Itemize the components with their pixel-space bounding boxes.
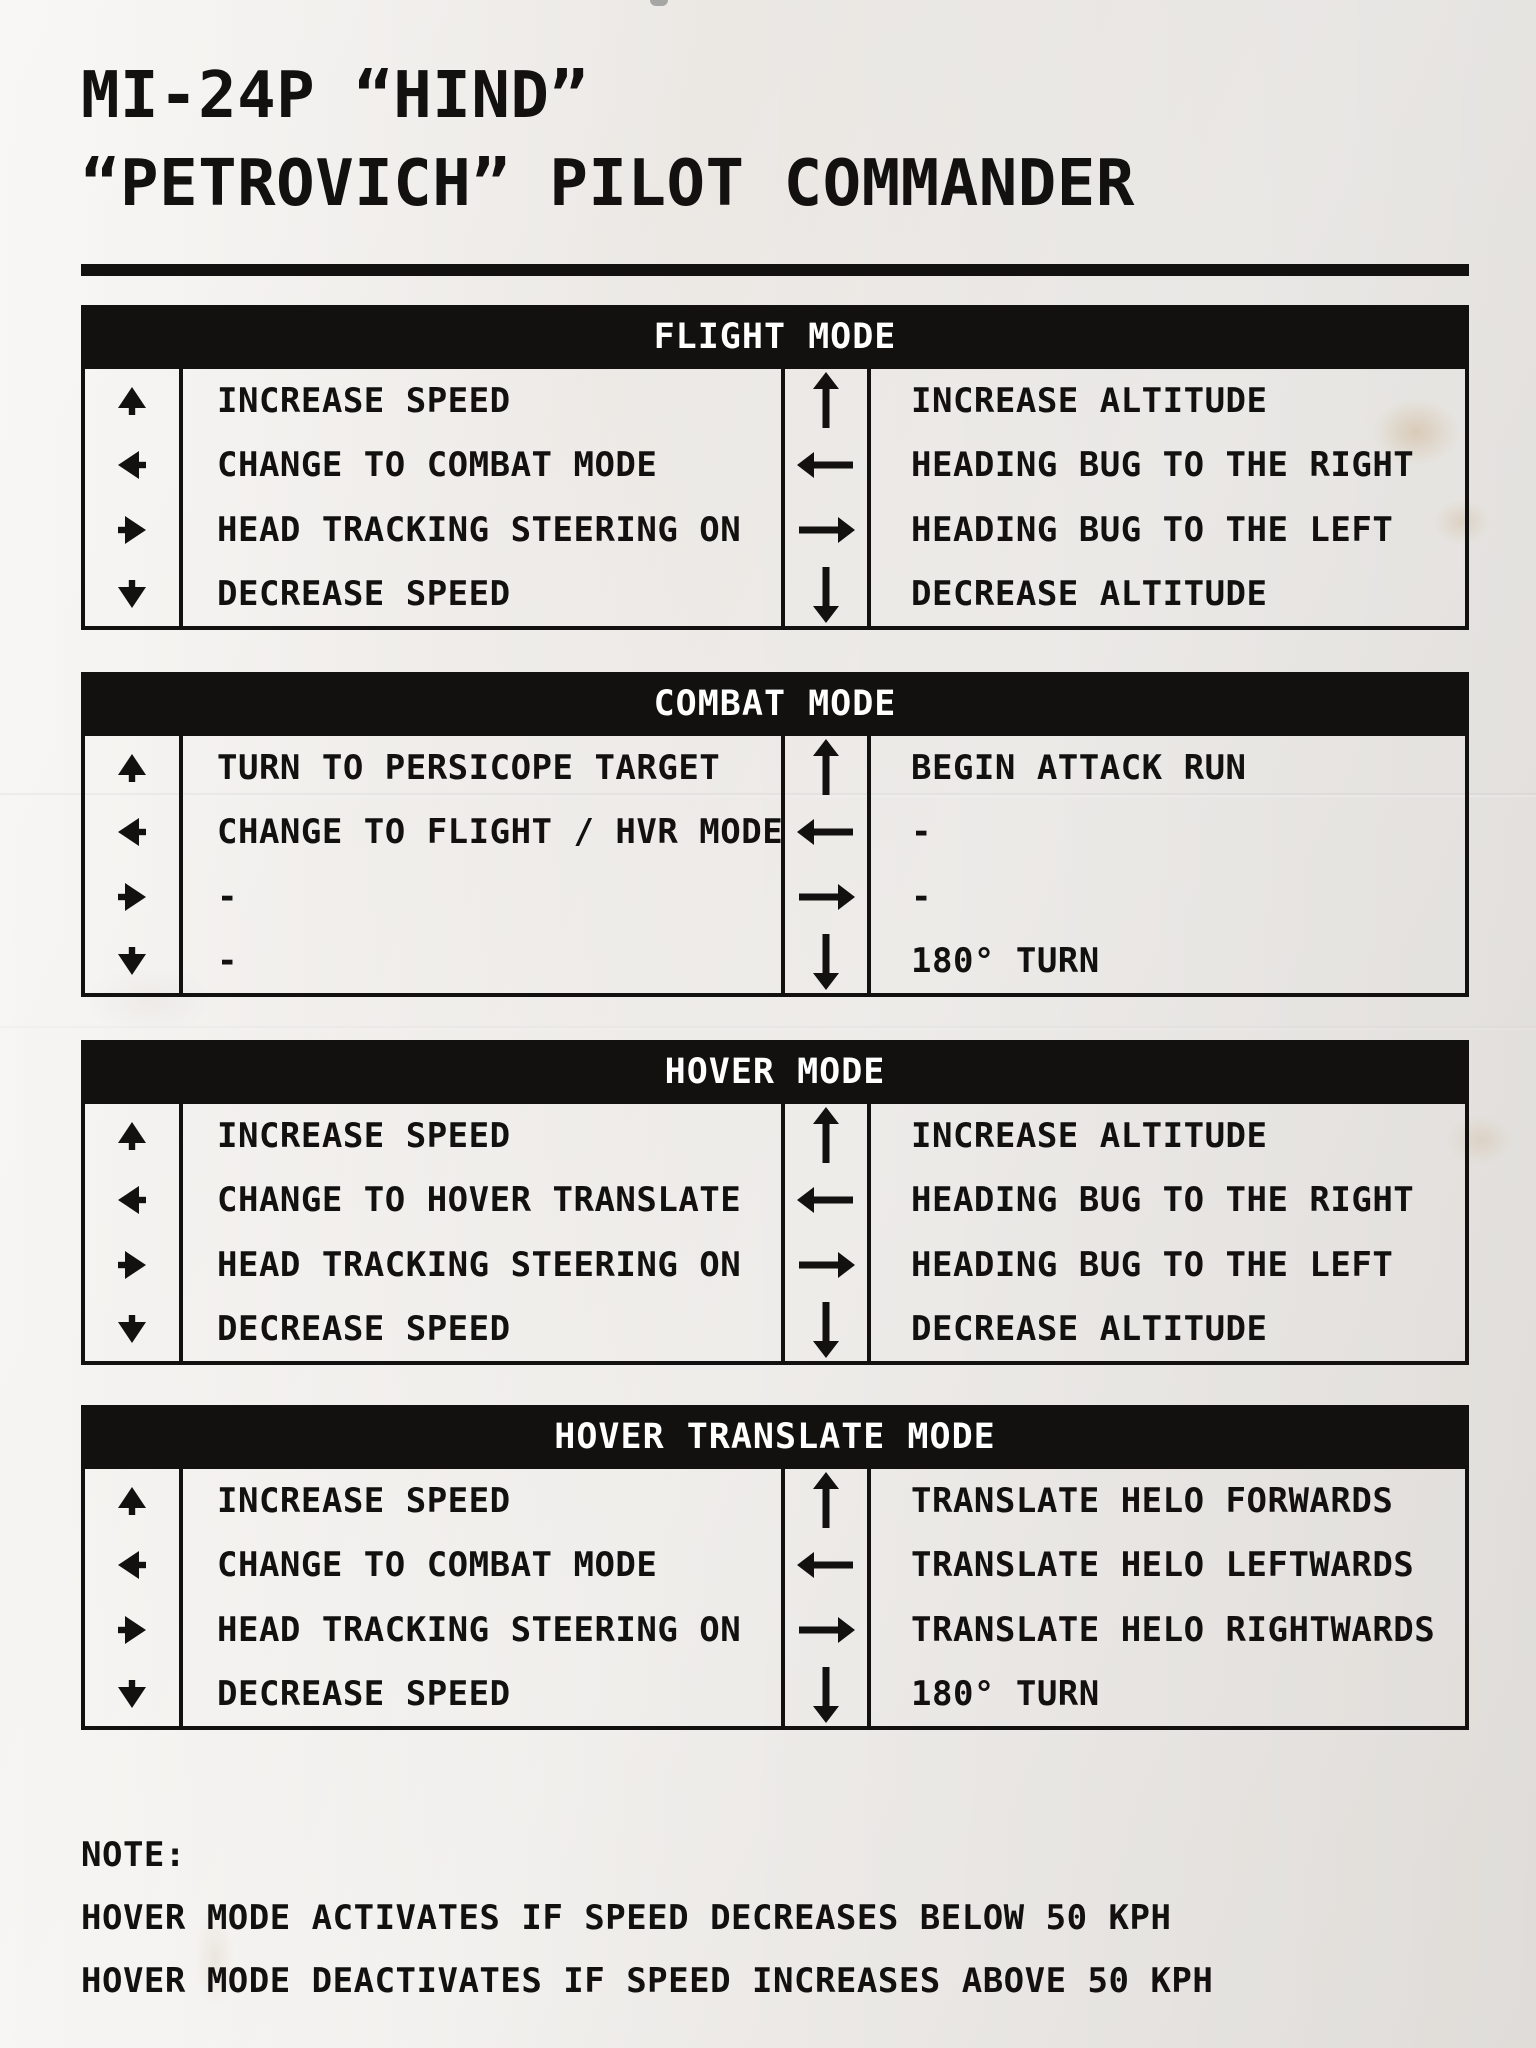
action-label: INCREASE ALTITUDE [911,381,1268,422]
icon-cell [785,1297,871,1361]
icon-cell [785,433,871,497]
thin-arrow-up-icon [811,1472,841,1530]
mode-title: COMBAT MODE [653,684,897,724]
action-label: - [183,929,785,993]
action-label: HEADING BUG TO THE RIGHT [911,445,1415,486]
thin-arrow-right-icon [797,882,855,912]
icon-cell [785,1168,871,1232]
action-label: DECREASE ALTITUDE [911,1308,1268,1349]
solid-arrow-left-icon [117,1185,147,1215]
scan-smudge [650,0,668,6]
page-title [81,52,1469,228]
action-label: DECREASE ALTITUDE [911,573,1268,614]
action-label: 180° TURN [911,1673,1100,1714]
action-label: TURN TO PERSICOPE TARGET [183,736,785,800]
solid-arrow-up-icon [117,386,147,416]
thin-arrow-left-icon [797,817,855,847]
solid-arrow-down-icon [117,1679,147,1709]
thin-arrow-right-icon [797,515,855,545]
action-label: CHANGE TO HOVER TRANSLATE [183,1168,785,1232]
action-label: DECREASE SPEED [183,1662,785,1726]
action-label: DECREASE SPEED [183,562,785,626]
thin-arrow-up-icon [811,372,841,430]
note-line: HOVER MODE DEACTIVATES IF SPEED INCREASES ABOVE 50 KPH [81,1961,1214,2001]
mode-table-flight [81,305,1469,630]
icon-cell [85,1233,183,1297]
mode-table-body [81,1104,1469,1365]
icon-cell [85,800,183,864]
mode-table-combat [81,672,1469,997]
thin-arrow-left-icon [797,1185,855,1215]
icon-cell [785,1469,871,1533]
icon-cell [785,865,871,929]
icon-cell [85,562,183,626]
solid-arrow-down-icon [117,1314,147,1344]
note-line: HOVER MODE ACTIVATES IF SPEED DECREASES BELOW 50 KPH [81,1898,1172,1938]
thin-arrow-down-icon [811,1665,841,1723]
icon-cell [85,1469,183,1533]
mode-table-body [81,369,1469,630]
title-divider-rule [81,264,1469,276]
action-label: BEGIN ATTACK RUN [911,748,1247,789]
action-label: - [911,812,932,853]
action-label: - [911,876,932,917]
icon-cell [785,498,871,562]
action-label: INCREASE SPEED [183,1469,785,1533]
mode-table-hover [81,1040,1469,1365]
fold-crease [0,1026,1536,1030]
icon-cell [85,1168,183,1232]
icon-cell [785,1233,871,1297]
note-label: NOTE: [81,1835,186,1875]
thin-arrow-down-icon [811,932,841,990]
mode-table-body [81,736,1469,997]
icon-cell [785,1104,871,1168]
solid-arrow-left-icon [117,450,147,480]
solid-arrow-right-icon [117,515,147,545]
icon-cell [785,800,871,864]
icon-cell [85,1297,183,1361]
action-label: TRANSLATE HELO RIGHTWARDS [911,1609,1436,1650]
icon-cell [85,498,183,562]
action-label: HEADING BUG TO THE LEFT [911,1244,1394,1285]
thin-arrow-right-icon [797,1250,855,1280]
icon-cell [785,1598,871,1662]
thin-arrow-down-icon [811,565,841,623]
thin-arrow-left-icon [797,450,855,480]
thin-arrow-up-icon [811,739,841,797]
action-label: DECREASE SPEED [183,1297,785,1361]
solid-arrow-down-icon [117,579,147,609]
icon-cell [85,1104,183,1168]
icon-cell [785,736,871,800]
action-label: INCREASE ALTITUDE [911,1116,1268,1157]
icon-cell [85,736,183,800]
action-label: INCREASE SPEED [183,369,785,433]
note-section [81,1824,1469,2013]
action-label: HEADING BUG TO THE LEFT [911,509,1394,550]
action-label: HEADING BUG TO THE RIGHT [911,1180,1415,1221]
icon-cell [85,369,183,433]
mode-title: FLIGHT MODE [653,317,897,357]
solid-arrow-up-icon [117,753,147,783]
icon-cell [85,1533,183,1597]
mode-table-hover-translate [81,1405,1469,1730]
action-label: CHANGE TO COMBAT MODE [183,433,785,497]
page-title-line1: MI-24P “HIND” [81,59,589,133]
icon-cell [85,929,183,993]
thin-arrow-up-icon [811,1107,841,1165]
action-label: HEAD TRACKING STEERING ON [183,498,785,562]
solid-arrow-up-icon [117,1486,147,1516]
mode-table-header [81,1040,1469,1104]
mode-title: HOVER MODE [664,1052,886,1092]
icon-cell [785,562,871,626]
solid-arrow-right-icon [117,882,147,912]
mode-table-body [81,1469,1469,1730]
action-label: INCREASE SPEED [183,1104,785,1168]
action-label: CHANGE TO FLIGHT / HVR MODE [183,800,785,864]
icon-cell [785,1533,871,1597]
action-label: TRANSLATE HELO LEFTWARDS [911,1545,1415,1586]
action-label: CHANGE TO COMBAT MODE [183,1533,785,1597]
solid-arrow-up-icon [117,1121,147,1151]
mode-table-header [81,1405,1469,1469]
action-label: 180° TURN [911,940,1100,981]
icon-cell [85,433,183,497]
icon-cell [85,1598,183,1662]
page-title-line2: “PETROVICH” PILOT COMMANDER [81,147,1135,221]
action-label: - [183,865,785,929]
icon-cell [785,369,871,433]
icon-cell [785,1662,871,1726]
icon-cell [785,929,871,993]
action-label: TRANSLATE HELO FORWARDS [911,1481,1394,1522]
mode-table-header [81,672,1469,736]
solid-arrow-left-icon [117,1550,147,1580]
mode-title: HOVER TRANSLATE MODE [554,1417,996,1457]
icon-cell [85,865,183,929]
action-label: HEAD TRACKING STEERING ON [183,1598,785,1662]
action-label: HEAD TRACKING STEERING ON [183,1233,785,1297]
icon-cell [85,1662,183,1726]
thin-arrow-left-icon [797,1550,855,1580]
solid-arrow-left-icon [117,817,147,847]
solid-arrow-down-icon [117,946,147,976]
thin-arrow-down-icon [811,1300,841,1358]
thin-arrow-right-icon [797,1615,855,1645]
solid-arrow-right-icon [117,1250,147,1280]
mode-table-header [81,305,1469,369]
solid-arrow-right-icon [117,1615,147,1645]
